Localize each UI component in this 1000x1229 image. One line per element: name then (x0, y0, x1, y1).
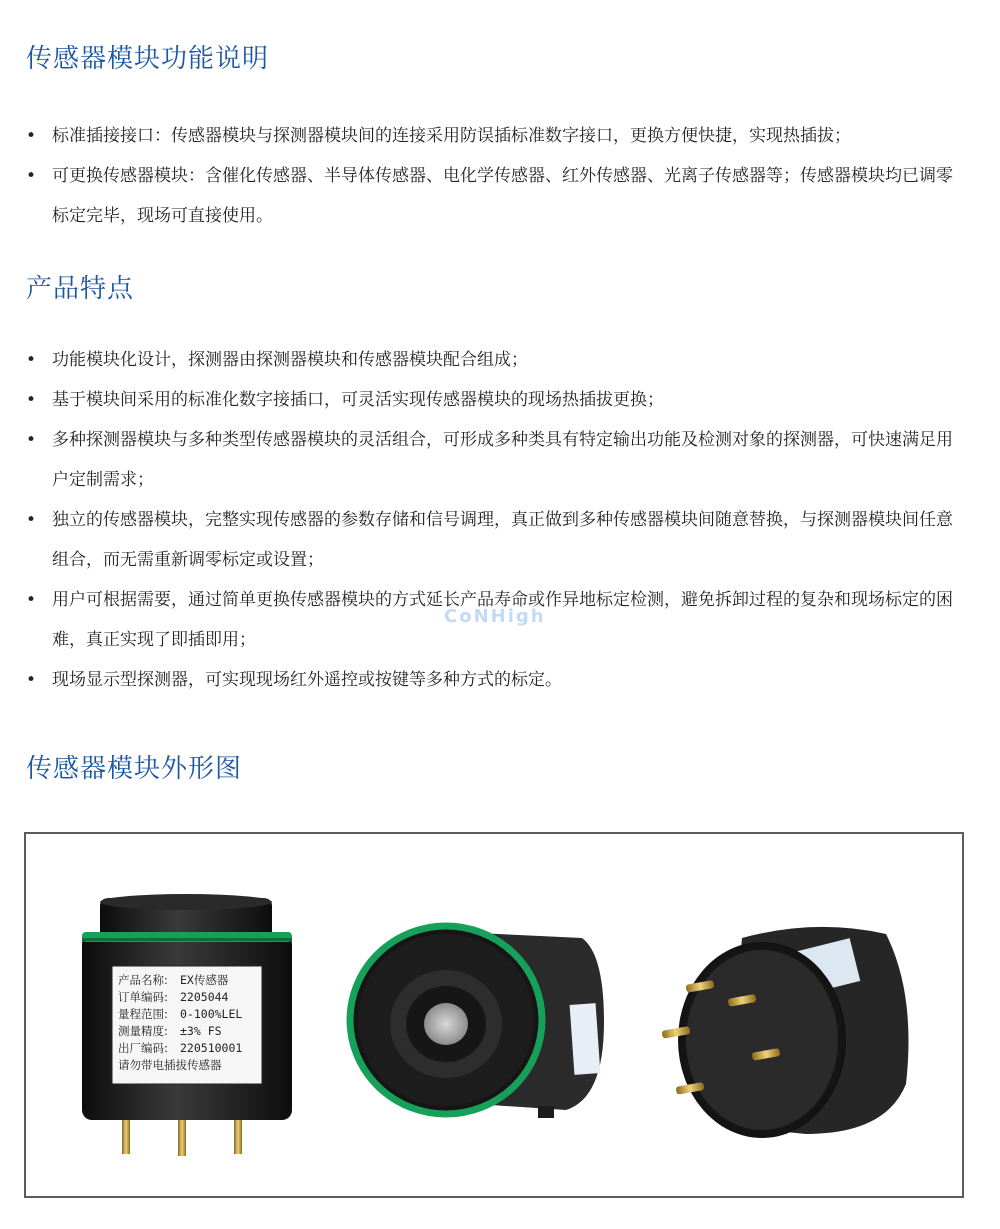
sensor-pin (234, 1116, 242, 1154)
label-key: 出厂编码: (118, 1041, 168, 1055)
watermark-logo: CoNHigh (444, 606, 546, 627)
features-list (24, 340, 964, 700)
list-item: • 功能模块化设计，探测器由探测器模块和传感器模块配合组成； (24, 340, 964, 380)
label-key: 产品名称: (118, 973, 168, 987)
sensor-pin (122, 1116, 130, 1154)
list-item: • 基于模块间采用的标准化数字接插口，可灵活实现传感器模块的现场热插拔更换； (24, 380, 964, 420)
label-value: EX传感器 (180, 973, 229, 987)
section-title-function: 传感器模块功能说明 (26, 44, 270, 74)
label-key: 订单编码: (118, 990, 168, 1004)
sensor-bottom-view (662, 927, 909, 1138)
list-item: • 多种探测器模块与多种类型传感器模块的灵活组合，可形成多种类具有特定输出功能及检测对象的探测器，可快速满足用户定制需求； (24, 420, 964, 500)
label-key: 量程范围: (118, 1007, 168, 1021)
label-value: 220510001 (180, 1041, 243, 1055)
sensor-photo-frame (24, 832, 964, 1198)
sensor-top-view (348, 924, 604, 1118)
list-item: • 现场显示型探测器，可实现现场红外遥控或按键等多种方式的标定。 (24, 660, 964, 700)
label-value: ±3% FS (180, 1024, 222, 1038)
label-key: 测量精度: (118, 1024, 168, 1038)
sensor-illustration (26, 834, 962, 1196)
list-item: • 标准插接接口：传感器模块与探测器模块间的连接采用防误插标准数字接口，更换方便快捷，实现热插拔； (24, 116, 964, 156)
list-item: • 独立的传感器模块，完整实现传感器的参数存储和信号调理，真正做到多种传感器模块间随意替换，与探测器模块间任意组合，而无需重新调零标定或设置； (24, 500, 964, 580)
sensor-front-view (82, 894, 292, 1156)
list-item: • 可更换传感器模块：含催化传感器、半导体传感器、电化学传感器、红外传感器、光离子传感器等；传感器模块均已调零标定完毕，现场可直接使用。 (24, 156, 964, 236)
function-list (24, 116, 964, 236)
label-value: 0-100%LEL (180, 1007, 243, 1021)
sensor-mesh (424, 1003, 468, 1045)
label-value: 2205044 (180, 990, 229, 1004)
sensor-pin (178, 1116, 186, 1156)
section-title-appearance: 传感器模块外形图 (26, 754, 243, 784)
section-title-features: 产品特点 (26, 274, 135, 304)
list-item: • 用户可根据需要，通过简单更换传感器模块的方式延长产品寿命或作异地标定检测，避免拆卸过程的复杂和现场标定的困难，真正实现了即插即用； (24, 580, 964, 660)
label-warning: 请勿带电插拔传感器 (118, 1058, 222, 1072)
